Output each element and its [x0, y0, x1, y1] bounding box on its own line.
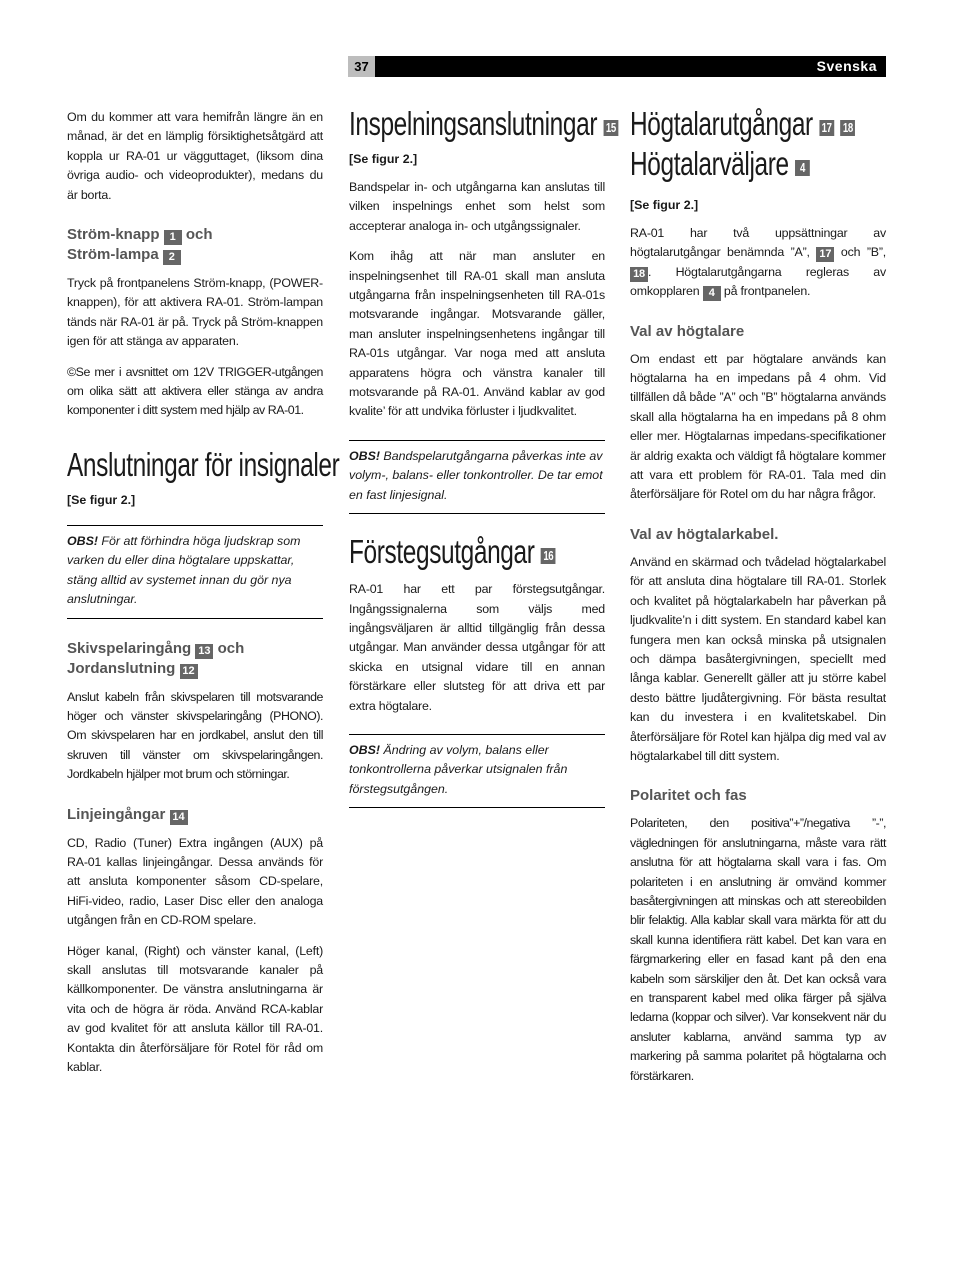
section-heading-choice: Val av högtalare	[630, 322, 745, 340]
heading-text: Ström-knapp	[67, 226, 160, 244]
note-text: Bandspelarutgångarna påverkas inte av volym-, balans- eller tonkontroller. De tar emot en fast linjesignal.	[349, 448, 603, 502]
heading-text: och	[185, 226, 213, 244]
section-heading-phono	[67, 639, 323, 679]
heading-text: Linjeingångar	[67, 805, 166, 823]
text: på frontpanelen.	[720, 284, 811, 299]
section-heading-polarity: Polaritet och fas	[630, 787, 747, 805]
section-heading-line	[67, 805, 323, 825]
note-label: OBS!	[349, 448, 380, 463]
heading-text: och	[217, 639, 245, 657]
column-2	[349, 104, 616, 826]
heading-text: Ström-lampa	[67, 246, 159, 264]
title-text: Högtalarväljare	[630, 145, 789, 182]
rec-paragraph-1: Bandspelar in- och utgångarna kan anslutas till vilken inspelnings enhet som helst som accepterar analoga in- och utgångssignaler.	[349, 180, 605, 233]
callout-number: 15	[604, 120, 619, 136]
callout-number: 4	[795, 160, 810, 176]
note-box	[349, 734, 605, 808]
callout-number: 17	[816, 247, 834, 262]
choice-paragraph: Om endast ett par högtalare används kan högtalarna ha en impedans på 4 ohm. Vid tillfällen då både ”A” och ”B” högtalarna används skall alla högtalarna ha en impedans på 8 ohm eller mer. Högtalarnas impedans-specifikationer är aldrig exakta och väldigt få högtalare kommer att vara ett problem för RA-01. Tala med din återförsäljare för Rotel om du har några frågor.	[630, 351, 886, 502]
text: . Högtalarutgångarna regleras av omkopplaren	[630, 264, 886, 299]
pre-paragraph: RA-01 har ett par förstegsutgångar. Ingångssignalerna som väljs med ingångsväljaren är alltid tillgänglig från dessa utgångar. Man använder dessa utgångar för att skicka en utsignal vidare till en annan förstärkare eller slutsteg för att driva ett par extra högtalare.	[349, 582, 605, 713]
section-title-recording	[349, 104, 616, 144]
line-paragraph-2: Höger kanal, (Right) och vänster kanal, (Left) skall anslutas till motsvarande kanaler på källkomponenter. De vänstra anslutningarna är vita och de högra är röda. Använd RCA-kablar av god kvalitet för att ansluta källor till RA-01. Kontakta din återförsäljare för Rotel för råd om kablar.	[67, 943, 323, 1074]
column-3	[630, 104, 886, 1097]
callout-number: 18	[840, 120, 855, 136]
section-title-speakers	[630, 104, 853, 144]
figure-reference: [Se figur 2.]	[349, 152, 418, 166]
page-header	[348, 56, 886, 77]
heading-text: Skivspelaringång	[67, 639, 192, 657]
section-heading-power	[67, 225, 323, 265]
figure-reference: [Se figur 2.]	[630, 198, 699, 212]
title-text: Inspelningsanslutningar	[349, 105, 598, 142]
language-label: Svenska	[816, 58, 877, 74]
rec-paragraph-2: Kom ihåg att när man ansluter en inspelningsenhet till RA-01 skall man ansluta utgångarna från inspelningsenheten till RA-01s motsvarande ingångar. Motsvarande gäller, man ansluter inspelningsenhetens ingångar till RA-01s utgångar. Var noga med att ansluta apparatens högra och vänstra kanaler till motsvarande på RA-01. Använd kablar av god kvalite’ för att undvika förluster i ljudkvalitet.	[349, 249, 605, 419]
speaker-intro	[630, 224, 886, 302]
callout-number: 17	[819, 120, 834, 136]
line-paragraph-1: CD, Radio (Tuner) Extra ingången (AUX) på RA-01 kallas linjeingångar. Dessa används för att ansluta komponenter såsom CD-spelare, HiFi-video, radio, Laser Disc eller den analoga utgången från en CD-ROM spelare.	[67, 835, 323, 928]
section-title-inputs: Anslutningar för insignaler	[67, 445, 340, 483]
trigger-paragraph: ©Se mer i avsnittet om 12V TRIGGER-utgången om olika sätt att aktivera eller stänga av andra komponenter i ditt system med hjälp av RA-01.	[67, 364, 323, 418]
callout-number: 2	[163, 250, 181, 265]
cable-paragraph: Använd en skärmad och tvådelad högtalarkabel för att ansluta dina högtalare till RA-01. Storlek och kvalitet på högtalarkabeln har påverkan på ljudkvalite’n i ditt system. En standard kabel kan fungera men kan också minska på utsignalen och dämpa basåtergivningen, speciellt med långa kablar. Generellt gäller att ju större kabel desto bättre ljudåtergivning. För bästa resultat kan du investera i en kvalitetskabel. Din återförsäljare för Rotel kan hjälpa dig med val av högtalarkabel till ditt system.	[630, 554, 886, 763]
note-text: Ändring av volym, balans eller tonkontrollerna påverkar utsignalen från förstegsutgången.	[349, 742, 568, 796]
callout-number: 18	[630, 267, 648, 282]
note-box	[349, 440, 605, 514]
power-paragraph: Tryck på frontpanelens Ström-knapp, (POWER-knappen), för att aktivera RA-01. Ström-lampan tänds när RA-01 är på. Tryck på Ström-knappen igen för att stänga av apparaten.	[67, 276, 323, 349]
phono-paragraph: Anslut kabeln från skivspelaren till motsvarande höger och vänster skivspelaringång (PHONO). Om skivspelaren har en jordkabel, anslut den till skruven till vänster om skivspelaringången. Jordkabeln hjälper mot brum och störningar.	[67, 689, 323, 782]
note-text: För att förhindra höga ljudskrap som varken du eller dina högtalare uppskattar, stäng alltid av systemet innan du gör nya anslutningar.	[67, 533, 301, 607]
page-number: 37	[348, 56, 375, 77]
note-box	[67, 525, 323, 619]
callout-number: 12	[180, 664, 198, 679]
figure-reference: [Se figur 2.]	[67, 492, 136, 507]
title-text: Förstegsutgångar	[349, 533, 535, 571]
callout-number: 16	[541, 548, 556, 564]
title-text: Högtalarutgångar	[630, 105, 813, 142]
callout-number: 14	[170, 810, 188, 825]
polarity-paragraph: Polariteten, den positiva”+”/negativa ”-”, vägledningen för anslutningarna, måste vara rätt anslutna för att högtalarna skall vara i fas. Om polariteten i en anslutning är omvänd kommer basåtergivningen att minskas och att stereobilden blir felaktig. Alla kablar skall vara märkta för att du skall kunna identifiera rätt kabel. Det kan vara en färgmarkering eller en fasad kant på den ena kabeln som särskiljer den åt. Det kan också vara en transparent kabel med olika färger på själva ledarna (koppar och silver). Var konsekvent när du ansluter kablarna, använd samma typ av markering på samma polaritet på högtalarna och förstärkaren.	[630, 816, 886, 1083]
section-title-preamp	[349, 532, 554, 572]
note-label: OBS!	[349, 742, 380, 757]
intro-paragraph: Om du kommer att vara hemifrån längre än en månad, är det en lämplig försiktighetsåtgärd att koppla ur RA-01 ur vägguttaget, (liksom dina övriga audio- och videoprodukter), medans du är borta.	[67, 110, 323, 202]
callout-number: 1	[164, 230, 182, 245]
section-heading-cable: Val av högtalarkabel.	[630, 525, 779, 543]
heading-text: Jordanslutning	[67, 659, 176, 677]
callout-number: 13	[195, 644, 213, 659]
text: RA-01 har två uppsättningar av högtalarutgångar benämnda ”A”,	[630, 226, 886, 260]
callout-number: 4	[703, 286, 721, 301]
section-title-speaker-selector	[630, 144, 819, 184]
column-1	[67, 108, 340, 1088]
text: och ”B”,	[834, 245, 886, 260]
note-label: OBS!	[67, 533, 98, 548]
